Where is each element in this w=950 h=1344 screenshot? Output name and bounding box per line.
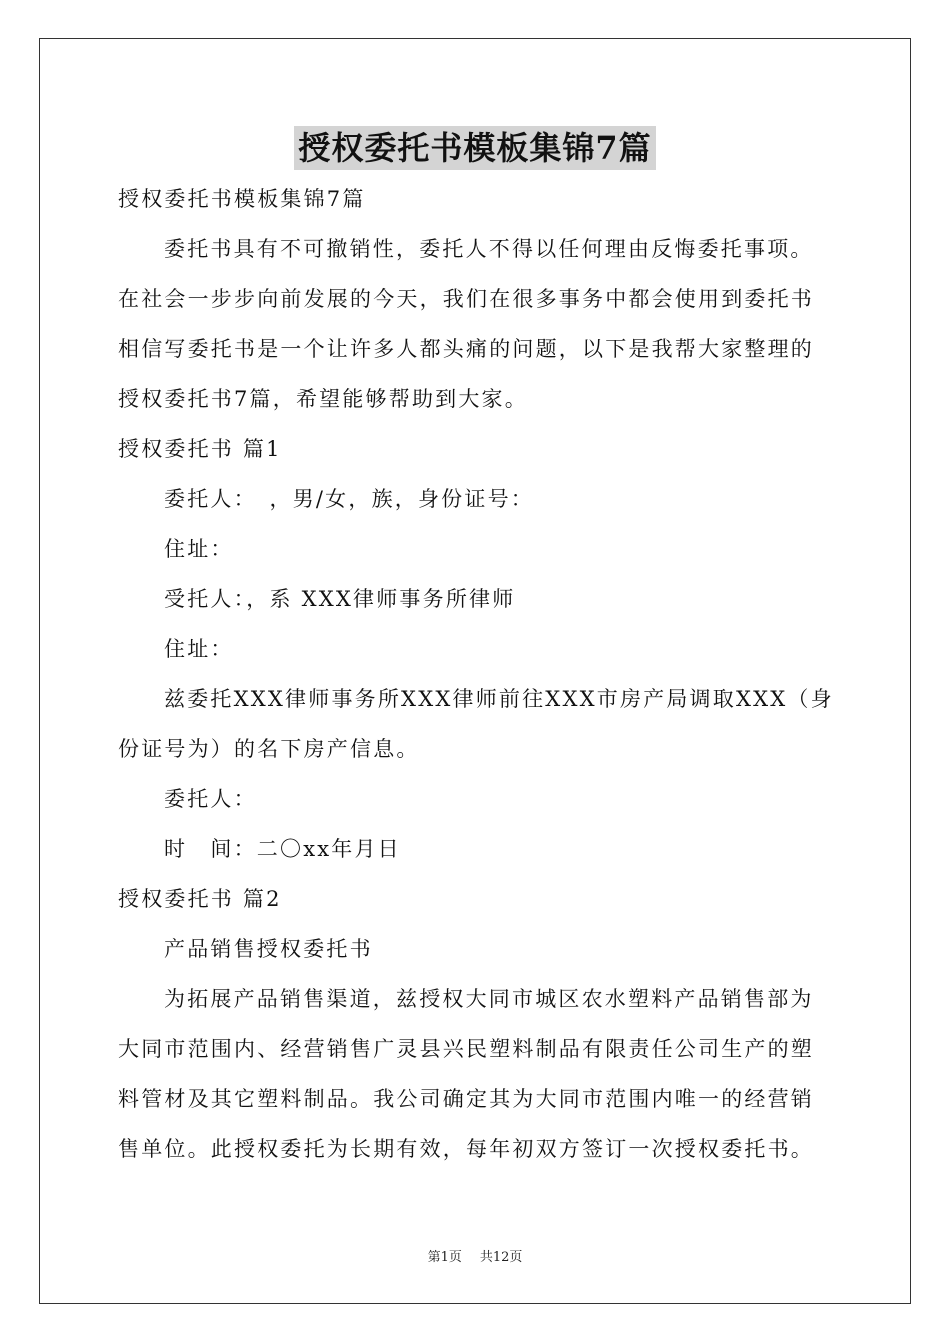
text-line: 住址： (164, 537, 234, 561)
text-line: 受托人：，系 XXX律师事务所律师 (164, 587, 516, 611)
text-line: 产品销售授权委托书 (164, 937, 373, 961)
text-line: 在社会一步步向前发展的今天，我们在很多事务中都会使用到委托书 (118, 287, 814, 311)
text-line: 授权委托书 篇2 (118, 887, 282, 911)
text-line: 授权委托书模板集锦7篇 (118, 187, 366, 211)
text-line: 大同市范围内、经营销售广灵县兴民塑料制品有限责任公司生产的塑 (118, 1037, 814, 1061)
document-body (118, 174, 834, 1174)
page-number: 第1页 (427, 1250, 462, 1265)
page-total: 共12页 (479, 1250, 523, 1265)
text-line: 授权委托书7篇，希望能够帮助到大家。 (118, 387, 528, 411)
page-footer (0, 1248, 950, 1268)
text-line: 为拓展产品销售渠道，兹授权大同市城区农水塑料产品销售部为 (164, 987, 814, 1011)
text-line: 料管材及其它塑料制品。我公司确定其为大同市范围内唯一的经营销 (118, 1087, 814, 1111)
text-line: 相信写委托书是一个让许多人都头痛的问题，以下是我帮大家整理的 (118, 337, 814, 361)
text-line: 委托人： (164, 787, 257, 811)
text-line: 授权委托书 篇1 (118, 437, 282, 461)
text-line: 委托人： ，男/女，族，身份证号： (164, 487, 534, 511)
text-line: 兹委托XXX律师事务所XXX律师前往XXX市房产局调取XXX（身 (164, 687, 834, 711)
text-line: 委托书具有不可撤销性，委托人不得以任何理由反悔委托事项。 (164, 237, 814, 261)
document-title: 授权委托书模板集锦7篇 (294, 126, 655, 170)
text-line: 份证号为）的名下房产信息。 (118, 737, 420, 761)
title-container (0, 126, 950, 170)
text-line: 住址： (164, 637, 234, 661)
text-line: 时 间：二〇xx年月日 (164, 837, 401, 861)
text-line: 售单位。此授权委托为长期有效，每年初双方签订一次授权委托书。 (118, 1137, 814, 1161)
